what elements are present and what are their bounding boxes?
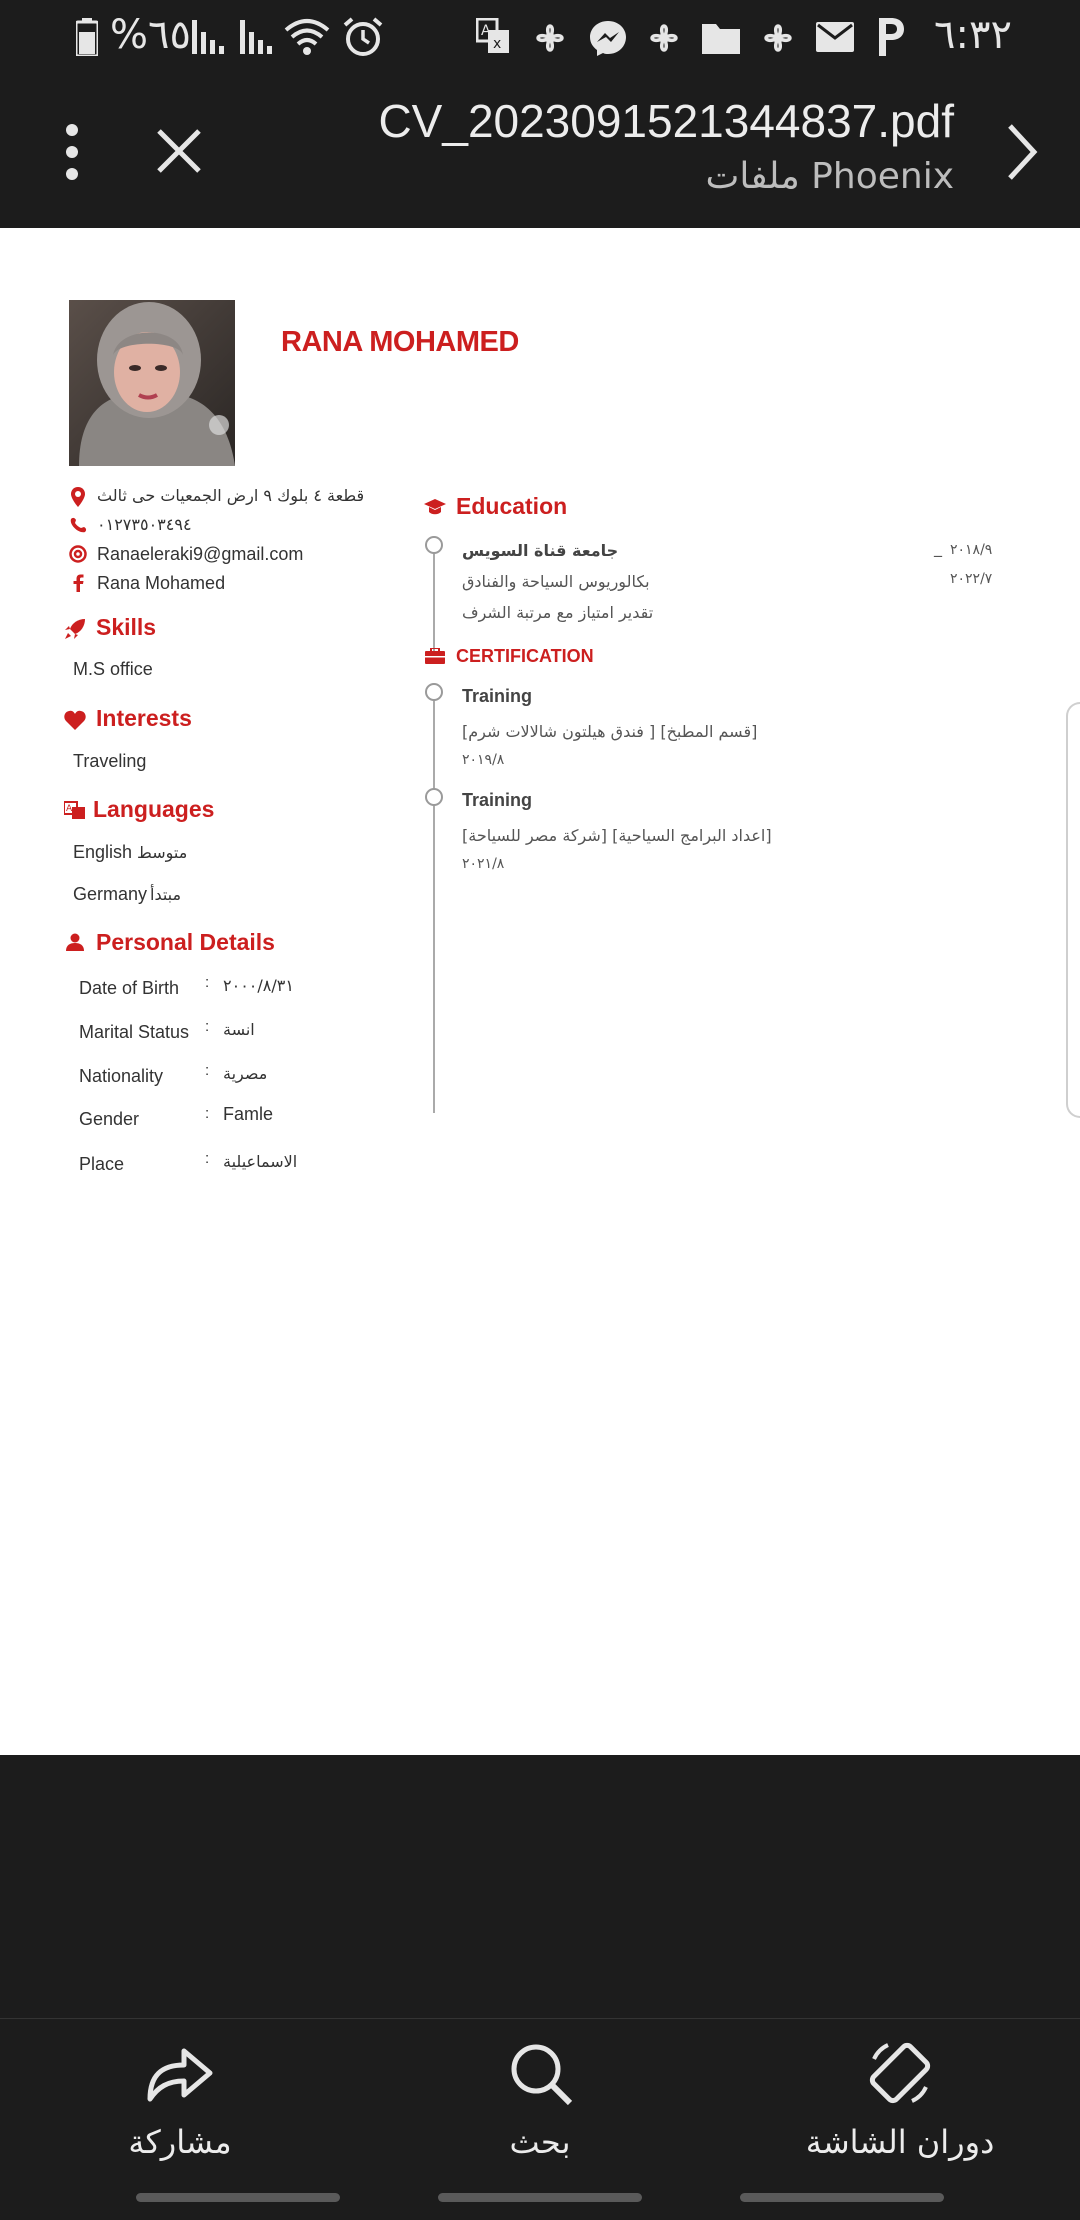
interest-item: Traveling <box>73 751 147 771</box>
detail-label: Place <box>79 1154 125 1174</box>
rotate-screen-label: دوران الشاشة <box>805 2123 995 2161</box>
system-nav-bar <box>0 2176 1080 2220</box>
language-icon <box>64 800 86 820</box>
certification-detail: [شركة مصر للسياحة] [اعداد البرامج السياحية] <box>462 826 772 845</box>
share-icon <box>146 2043 214 2103</box>
facebook-icon <box>72 574 84 592</box>
battery-icon <box>76 18 98 56</box>
timeline-dot <box>425 536 443 554</box>
mail-icon <box>816 22 854 52</box>
heart-icon <box>64 710 86 730</box>
translate-icon <box>476 18 510 54</box>
certification-title: Training <box>462 686 533 706</box>
alarm-icon <box>342 16 384 58</box>
personal-details-heading: Personal Details <box>96 929 275 955</box>
detail-separator: : <box>205 974 210 991</box>
detail-separator: : <box>205 1150 210 1167</box>
pinwheel-icon-2 <box>644 18 684 58</box>
contact-address: قطعة ٤ بلوك ٩ ارض الجمعيات حى ثالث <box>97 486 365 505</box>
detail-separator: : <box>205 1018 210 1035</box>
battery-percent: %٦٥ <box>110 12 191 58</box>
search-icon <box>508 2041 574 2107</box>
pdf-page[interactable] <box>0 228 1080 1755</box>
parking-icon <box>876 16 906 56</box>
detail-label: Nationality <box>79 1066 164 1086</box>
signal-icon-2 <box>240 20 278 54</box>
language-name: English <box>73 842 133 862</box>
more-options-icon[interactable] <box>60 122 84 182</box>
language-level: متوسط <box>137 843 188 862</box>
wifi-icon <box>284 18 330 56</box>
detail-value: ٢٠٠٠/٨/٣١ <box>223 976 294 995</box>
language-level: مبتدأ <box>150 885 182 904</box>
education-grade: تقدير امتياز مع مرتبة الشرف <box>462 603 654 622</box>
signal-icon <box>192 20 230 54</box>
education-timeline <box>433 546 435 658</box>
detail-label: Marital Status <box>79 1022 190 1042</box>
certification-detail: [فندق هيلتون شالالات شرم ] [قسم المطبخ] <box>462 722 758 741</box>
education-date-start: ٢٠١٨/٩ <box>950 542 993 558</box>
pinwheel-icon <box>530 18 570 58</box>
detail-value: الاسماعيلية <box>223 1152 298 1171</box>
detail-value: انسة <box>223 1020 255 1039</box>
languages-heading: Languages <box>93 796 215 822</box>
nav-back-handle[interactable] <box>740 2193 944 2202</box>
location-pin-icon <box>71 487 85 507</box>
contact-phone: ٠١٢٧٣٥٠٣٤٩٤ <box>97 515 192 534</box>
nav-recents-handle[interactable] <box>136 2193 340 2202</box>
phone-icon <box>69 517 87 533</box>
pinwheel-icon-3 <box>758 18 798 58</box>
certification-title: Training <box>462 790 533 810</box>
graduation-cap-icon <box>424 498 446 516</box>
certification-timeline <box>433 691 435 1113</box>
svg-text:A: A <box>481 23 491 39</box>
share-label: مشاركة <box>128 2123 232 2161</box>
close-icon[interactable] <box>156 128 202 174</box>
certification-date: ٢٠٢١/٨ <box>462 856 505 872</box>
language-name: Germany <box>73 884 148 904</box>
bottom-action-bar <box>0 2018 1080 2176</box>
person-icon <box>66 933 84 951</box>
svg-text:x: x <box>493 36 502 52</box>
interests-heading: Interests <box>96 705 192 731</box>
file-name: CV_2023091521344837.pdf <box>378 95 954 147</box>
timeline-dot <box>425 788 443 806</box>
detail-label: Gender <box>79 1109 140 1129</box>
chevron-right-icon[interactable] <box>1006 122 1038 182</box>
education-date-dash: _ <box>934 538 942 557</box>
contact-facebook: Rana Mohamed <box>97 573 226 593</box>
certification-heading: CERTIFICATION <box>456 646 594 666</box>
detail-separator: : <box>205 1062 210 1079</box>
rotate-screen-icon <box>866 2039 934 2107</box>
nav-home-handle[interactable] <box>438 2193 642 2202</box>
app-header <box>0 72 1080 228</box>
education-degree: بكالوريوس السياحة والفنادق <box>462 572 650 591</box>
education-date-end: ٢٠٢٢/٧ <box>950 571 993 587</box>
at-icon <box>69 545 87 563</box>
detail-label: Date of Birth <box>79 978 180 998</box>
share-button[interactable] <box>90 2019 270 2177</box>
contact-email: Ranaeleraki9@gmail.com <box>97 544 304 564</box>
detail-separator: : <box>205 1105 210 1122</box>
skill-item: M.S office <box>73 659 153 679</box>
candidate-name: RANA MOHAMED <box>281 326 519 358</box>
detail-value: Famle <box>223 1104 274 1124</box>
svg-text:A: A <box>66 804 73 814</box>
timeline-dot <box>425 683 443 701</box>
certification-date: ٢٠١٩/٨ <box>462 752 505 768</box>
clock: ٦:٣٢ <box>934 12 1012 58</box>
folder-icon <box>702 20 740 54</box>
search-label: بحث <box>509 2123 571 2161</box>
side-panel-handle[interactable] <box>1066 702 1080 1118</box>
briefcase-icon <box>425 648 445 664</box>
messenger-icon <box>588 18 628 58</box>
skills-heading: Skills <box>96 614 157 640</box>
rocket-icon <box>64 618 86 640</box>
profile-photo <box>69 300 235 466</box>
detail-value: مصرية <box>223 1064 268 1083</box>
app-name: ملفات Phoenix <box>705 156 954 197</box>
education-heading: Education <box>456 493 568 519</box>
status-bar <box>0 0 1080 72</box>
education-school: جامعة قناة السويس <box>462 541 619 560</box>
search-button[interactable] <box>450 2019 630 2177</box>
rotate-screen-button[interactable] <box>790 2019 1010 2177</box>
